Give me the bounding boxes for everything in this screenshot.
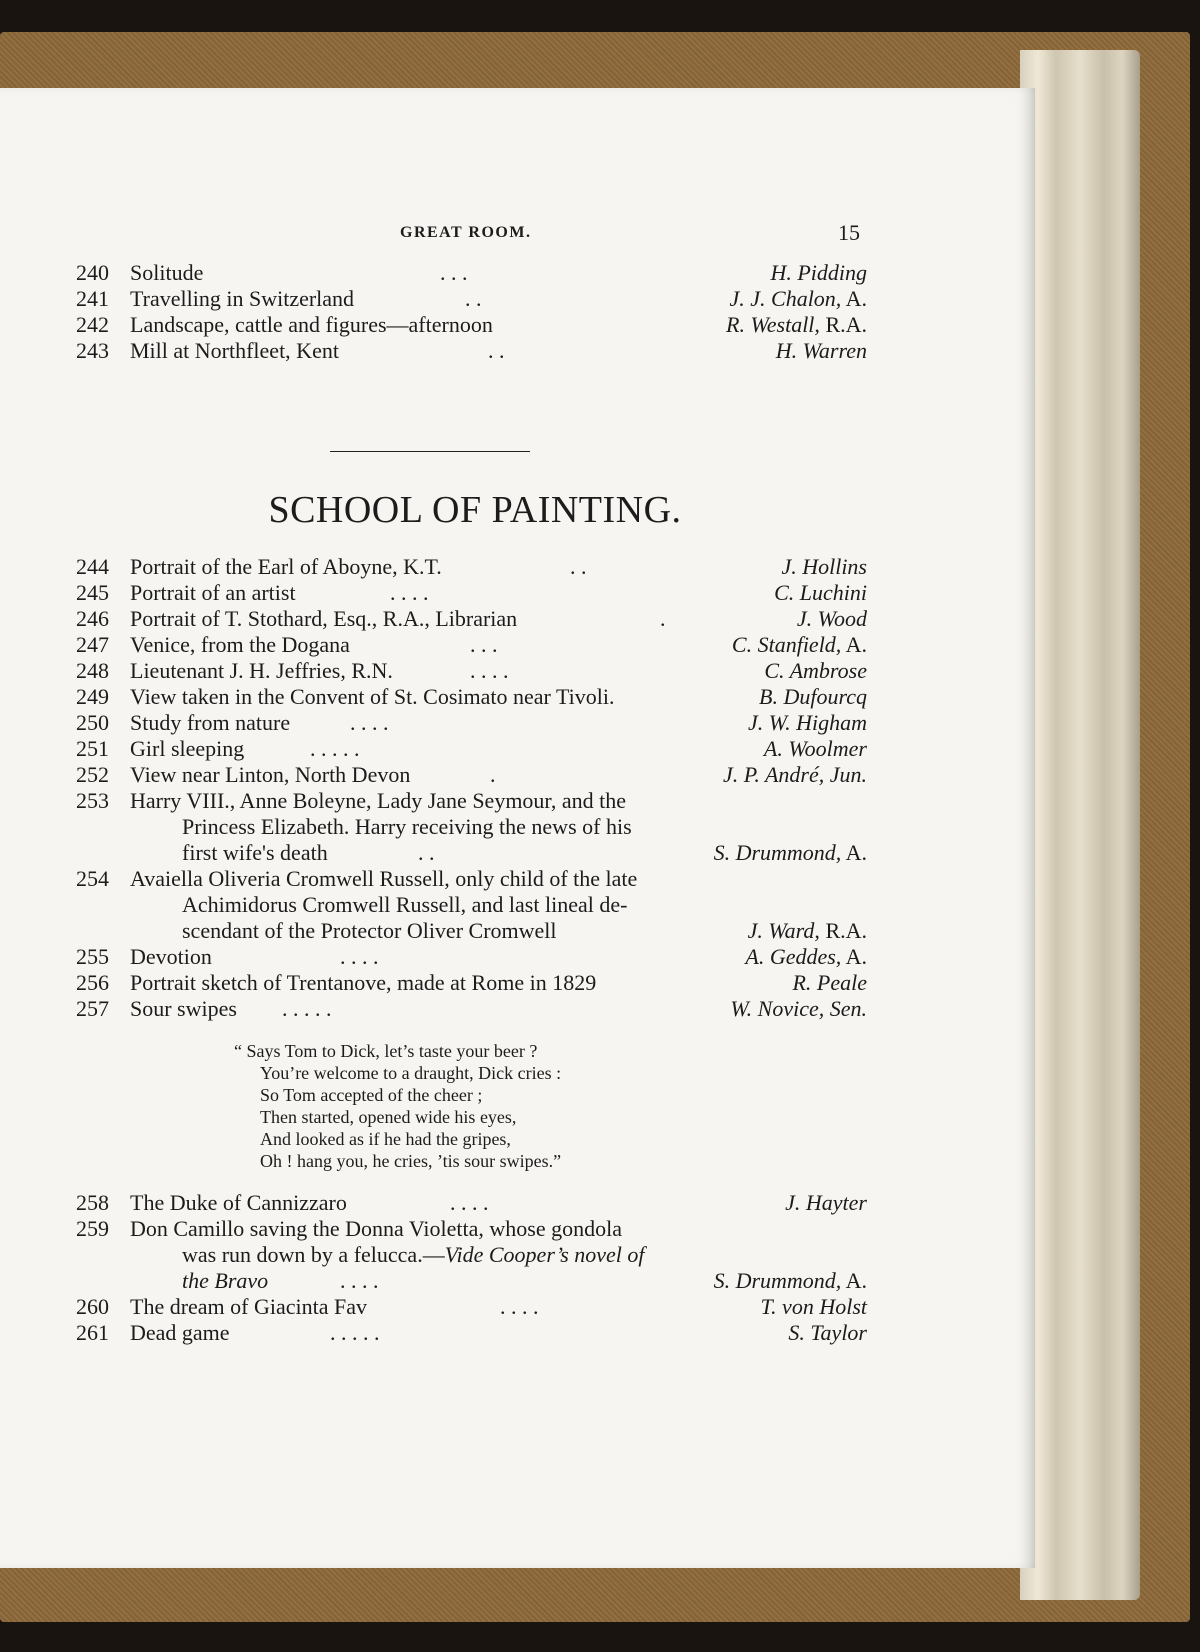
entry-number: 252 bbox=[76, 762, 109, 787]
catalogue-entry bbox=[0, 996, 1035, 1022]
catalogue-entry bbox=[0, 286, 1035, 312]
entry-title: Lieutenant J. H. Jeffries, R.N. bbox=[130, 658, 393, 683]
leader-dots: . . . bbox=[440, 260, 468, 285]
catalogue-entry bbox=[0, 970, 1035, 996]
entry-number: 247 bbox=[76, 632, 109, 657]
entry-number: 248 bbox=[76, 658, 109, 683]
leader-dots: . . bbox=[418, 840, 435, 865]
entry-number: 251 bbox=[76, 736, 109, 761]
entry-artist: J. Ward, R.A. bbox=[747, 918, 867, 943]
catalogue-entry bbox=[0, 260, 1035, 286]
entry-number: 242 bbox=[76, 312, 109, 337]
leader-dots: . bbox=[490, 762, 496, 787]
entry-title-line: Achimidorus Cromwell Russell, and last lineal de- bbox=[182, 892, 628, 917]
entry-title: Don Camillo saving the Donna Violetta, whose gondola bbox=[130, 1216, 622, 1241]
entry-artist: J. P. André, Jun. bbox=[723, 762, 867, 787]
entry-number: 257 bbox=[76, 996, 109, 1021]
leader-dots: . . . bbox=[470, 632, 498, 657]
entry-number: 245 bbox=[76, 580, 109, 605]
entry-artist: T. von Holst bbox=[760, 1294, 867, 1319]
section-title: SCHOOL OF PAINTING. bbox=[268, 489, 682, 531]
entry-continuation bbox=[0, 814, 1035, 840]
entry-artist: C. Luchini bbox=[774, 580, 867, 605]
catalogue-entry bbox=[0, 684, 1035, 710]
running-head: GREAT ROOM. bbox=[400, 224, 532, 241]
catalogue-entry bbox=[0, 658, 1035, 684]
catalogue-entry bbox=[0, 866, 1035, 892]
entry-title: View near Linton, North Devon bbox=[130, 762, 411, 787]
catalogue-entry bbox=[0, 1320, 1035, 1346]
entry-title: The Duke of Cannizzaro bbox=[130, 1190, 347, 1215]
entry-artist: S. Drummond, A. bbox=[713, 1268, 867, 1293]
entry-artist: J. Hayter bbox=[785, 1190, 867, 1215]
entry-artist: C. Stanfield, A. bbox=[731, 632, 867, 657]
entry-number: 261 bbox=[76, 1320, 109, 1345]
entry-title-line: was run down by a felucca.—Vide Cooper’s novel of bbox=[182, 1242, 645, 1267]
catalogue-entry bbox=[0, 1190, 1035, 1216]
entry-artist: J. J. Chalon, A. bbox=[729, 286, 867, 311]
entry-number: 255 bbox=[76, 944, 109, 969]
entry-title: View taken in the Convent of St. Cosimato near Tivoli. bbox=[130, 684, 615, 709]
entry-artist: B. Dufourcq bbox=[759, 684, 867, 709]
entry-number: 254 bbox=[76, 866, 109, 891]
entry-title: Harry VIII., Anne Boleyne, Lady Jane Seymour, and the bbox=[130, 788, 627, 813]
entry-artist: S. Drummond, A. bbox=[713, 840, 867, 865]
entry-number: 240 bbox=[76, 260, 109, 285]
entry-number: 241 bbox=[76, 286, 109, 311]
catalogue-entry bbox=[0, 312, 1035, 338]
entry-title: Devotion bbox=[130, 944, 212, 969]
verse-line: You’re welcome to a draught, Dick cries : bbox=[260, 1063, 562, 1083]
section-divider bbox=[330, 451, 530, 452]
catalogue-entry bbox=[0, 632, 1035, 658]
entry-title-line: the Bravo bbox=[182, 1268, 269, 1293]
entry-artist: R. Peale bbox=[792, 970, 867, 995]
book-page bbox=[0, 88, 1035, 1568]
entry-artist: C. Ambrose bbox=[764, 658, 867, 683]
entry-title: Venice, from the Dogana bbox=[130, 632, 350, 657]
entry-title: Dead game bbox=[130, 1320, 230, 1345]
entry-title: Solitude bbox=[130, 260, 204, 285]
leader-dots: . bbox=[660, 606, 666, 631]
entry-number: 249 bbox=[76, 684, 109, 709]
catalogue-entry bbox=[0, 1216, 1035, 1242]
entry-title: Girl sleeping bbox=[130, 736, 245, 761]
verse-line: And looked as if he had the gripes, bbox=[260, 1129, 511, 1149]
verse-line: Then started, opened wide his eyes, bbox=[260, 1107, 517, 1127]
entry-title-line: first wife's death bbox=[182, 840, 328, 865]
entry-title: Mill at Northfleet, Kent bbox=[130, 338, 339, 363]
entry-continuation bbox=[0, 918, 1035, 944]
entry-artist: R. Westall, R.A. bbox=[726, 312, 867, 337]
leader-dots: . . . . . bbox=[310, 736, 360, 761]
leader-dots: . . . . bbox=[450, 1190, 489, 1215]
verse-line: Oh ! hang you, he cries, ’tis sour swipes.” bbox=[260, 1151, 562, 1171]
catalogue-entry bbox=[0, 788, 1035, 814]
entry-title: Portrait of T. Stothard, Esq., R.A., Librarian bbox=[130, 606, 518, 631]
entry-continuation bbox=[0, 1242, 1035, 1268]
entry-title: The dream of Giacinta Fav bbox=[130, 1294, 368, 1319]
entry-artist: J. Wood bbox=[796, 606, 867, 631]
leader-dots: . . bbox=[488, 338, 505, 363]
leader-dots: . . . . . bbox=[330, 1320, 380, 1345]
entry-title: Portrait of the Earl of Aboyne, K.T. bbox=[130, 554, 442, 579]
entry-artist: J. W. Higham bbox=[748, 710, 867, 735]
catalogue-entry bbox=[0, 606, 1035, 632]
leader-dots: . . bbox=[465, 286, 482, 311]
leader-dots: . . . . . bbox=[282, 996, 332, 1021]
catalogue-entry bbox=[0, 736, 1035, 762]
entry-title: Portrait sketch of Trentanove, made at Rome in 1829 bbox=[130, 970, 597, 995]
catalogue-entry bbox=[0, 580, 1035, 606]
entry-continuation bbox=[0, 892, 1035, 918]
entry-number: 246 bbox=[76, 606, 109, 631]
entry-artist: H. Warren bbox=[775, 338, 867, 363]
entry-artist: H. Pidding bbox=[770, 260, 867, 285]
leader-dots: . . . . bbox=[500, 1294, 539, 1319]
entry-artist: J. Hollins bbox=[781, 554, 867, 579]
leader-dots: . . . . bbox=[340, 944, 379, 969]
entry-number: 260 bbox=[76, 1294, 109, 1319]
entry-number: 243 bbox=[76, 338, 109, 363]
leader-dots: . . . . bbox=[470, 658, 509, 683]
entry-continuation bbox=[0, 1268, 1035, 1294]
entry-title-line: scendant of the Protector Oliver Cromwell bbox=[182, 918, 557, 943]
page-edges bbox=[1020, 50, 1140, 1600]
leader-dots: . . . . bbox=[340, 1268, 379, 1293]
entry-title: Study from nature bbox=[130, 710, 291, 735]
catalogue-entry bbox=[0, 1294, 1035, 1320]
entry-title: Avaiella Oliveria Cromwell Russell, only child of the late bbox=[130, 866, 638, 891]
entry-number: 244 bbox=[76, 554, 109, 579]
entry-artist: A. Geddes, A. bbox=[745, 944, 867, 969]
entry-number: 256 bbox=[76, 970, 109, 995]
entry-title: Portrait of an artist bbox=[130, 580, 296, 605]
entry-title: Sour swipes bbox=[130, 996, 237, 1021]
entry-title: Landscape, cattle and figures—afternoon bbox=[130, 312, 493, 337]
catalogue-entry bbox=[0, 762, 1035, 788]
verse-line: “ Says Tom to Dick, let’s taste your beer ? bbox=[234, 1041, 538, 1061]
leader-dots: . . bbox=[570, 554, 587, 579]
entry-number: 259 bbox=[76, 1216, 109, 1241]
entry-artist: S. Taylor bbox=[788, 1320, 867, 1345]
catalogue-entry bbox=[0, 710, 1035, 736]
entry-title: Travelling in Switzerland bbox=[130, 286, 355, 311]
leader-dots: . . . . bbox=[350, 710, 389, 735]
entry-continuation bbox=[0, 840, 1035, 866]
entry-title-line: Princess Elizabeth. Harry receiving the news of his bbox=[182, 814, 632, 839]
catalogue-entry bbox=[0, 944, 1035, 970]
entry-artist: A. Woolmer bbox=[763, 736, 867, 761]
entry-number: 253 bbox=[76, 788, 109, 813]
catalogue-entry bbox=[0, 338, 1035, 364]
entry-number: 258 bbox=[76, 1190, 109, 1215]
entry-number: 250 bbox=[76, 710, 109, 735]
verse-line: So Tom accepted of the cheer ; bbox=[260, 1085, 483, 1105]
leader-dots: . . . . bbox=[390, 580, 429, 605]
catalogue-entry bbox=[0, 554, 1035, 580]
page-number: 15 bbox=[838, 220, 860, 245]
entry-artist: W. Novice, Sen. bbox=[730, 996, 867, 1021]
